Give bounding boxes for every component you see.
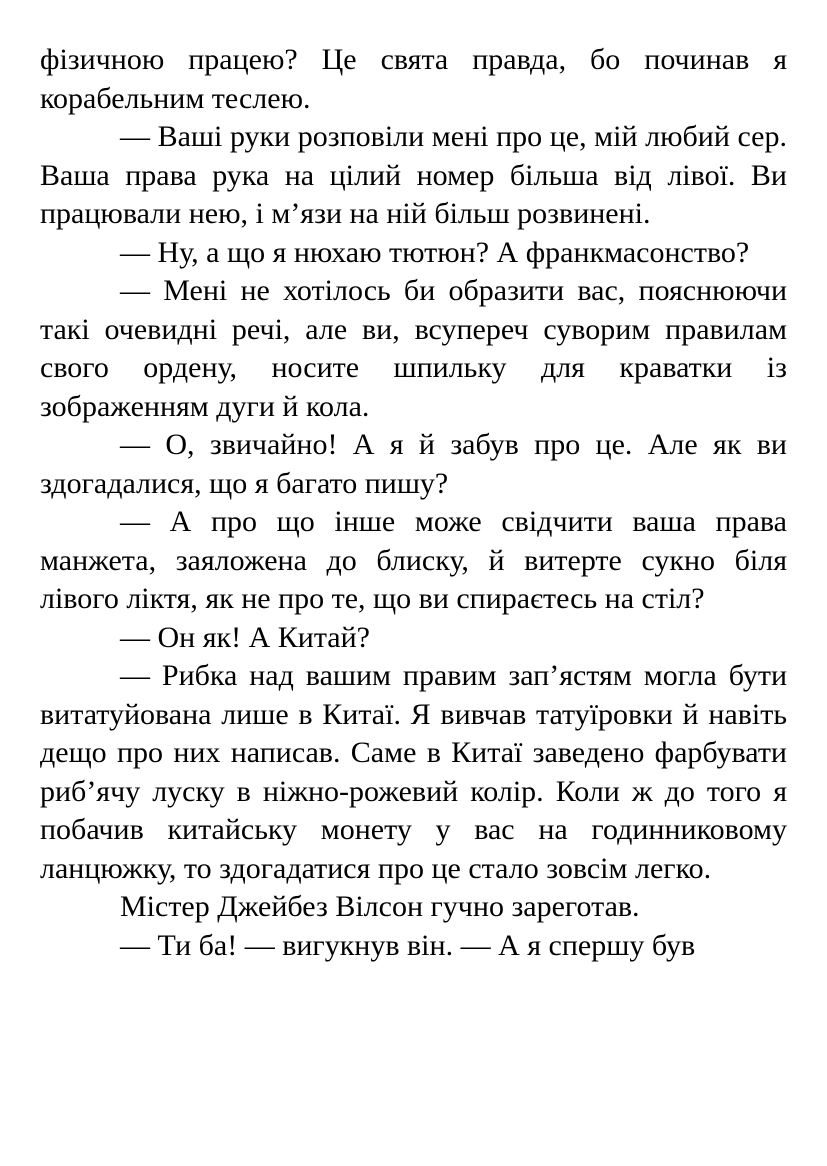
paragraph-dialogue: — Рибка над вашим правим зап’ястям могла бути витатуйована лише в Китаї. Я вивчав татуїровки й навіть дещо про них написав. Саме в Китаї заведено фарбувати риб’ячу луску в ніжно-рожевий колір. Коли ж до того я побачив китайську монету у вас на годинниковому ланцюжку, то здогадатися про це стало зовсім легко. [40, 659, 787, 885]
paragraph-dialogue: — Ну, а що я нюхаю тютюн? А франкмасонство? [120, 235, 750, 269]
book-page [40, 41, 787, 965]
paragraph-dialogue: — Он як! А Китай? [120, 620, 370, 654]
paragraph-continuation: фізичною працею? Це свята правда, бо починав я корабельним теслею. [40, 43, 787, 115]
paragraph-dialogue: — А про що інше може свідчити ваша права манжета, заяложена до блиску, й витерте сукно біля лівого ліктя, як не про те, що ви спираєтесь на стіл? [40, 505, 787, 615]
paragraph-dialogue: — Мені не хотілось би образити вас, пояснюючи такі очевидні речі, але ви, всупереч суворим правилам свого ордену, носите шпильку для краватки із зображенням дуги й кола. [40, 274, 787, 423]
paragraph-narration: Містер Джейбез Вілсон гучно зареготав. [120, 890, 640, 923]
paragraph-dialogue: — Ти ба! — вигукнув він. — А я спершу був [120, 928, 696, 962]
paragraph-dialogue: — О, звичайно! А я й забув про це. Але як ви здогадалися, що я багато пишу? [40, 428, 787, 500]
paragraph-dialogue: — Ваші руки розповіли мені про це, мій любий сер. Ваша права рука на цілий номер більша від лівої. Ви працювали нею, і м’язи на ній більш розвинені. [40, 120, 787, 230]
